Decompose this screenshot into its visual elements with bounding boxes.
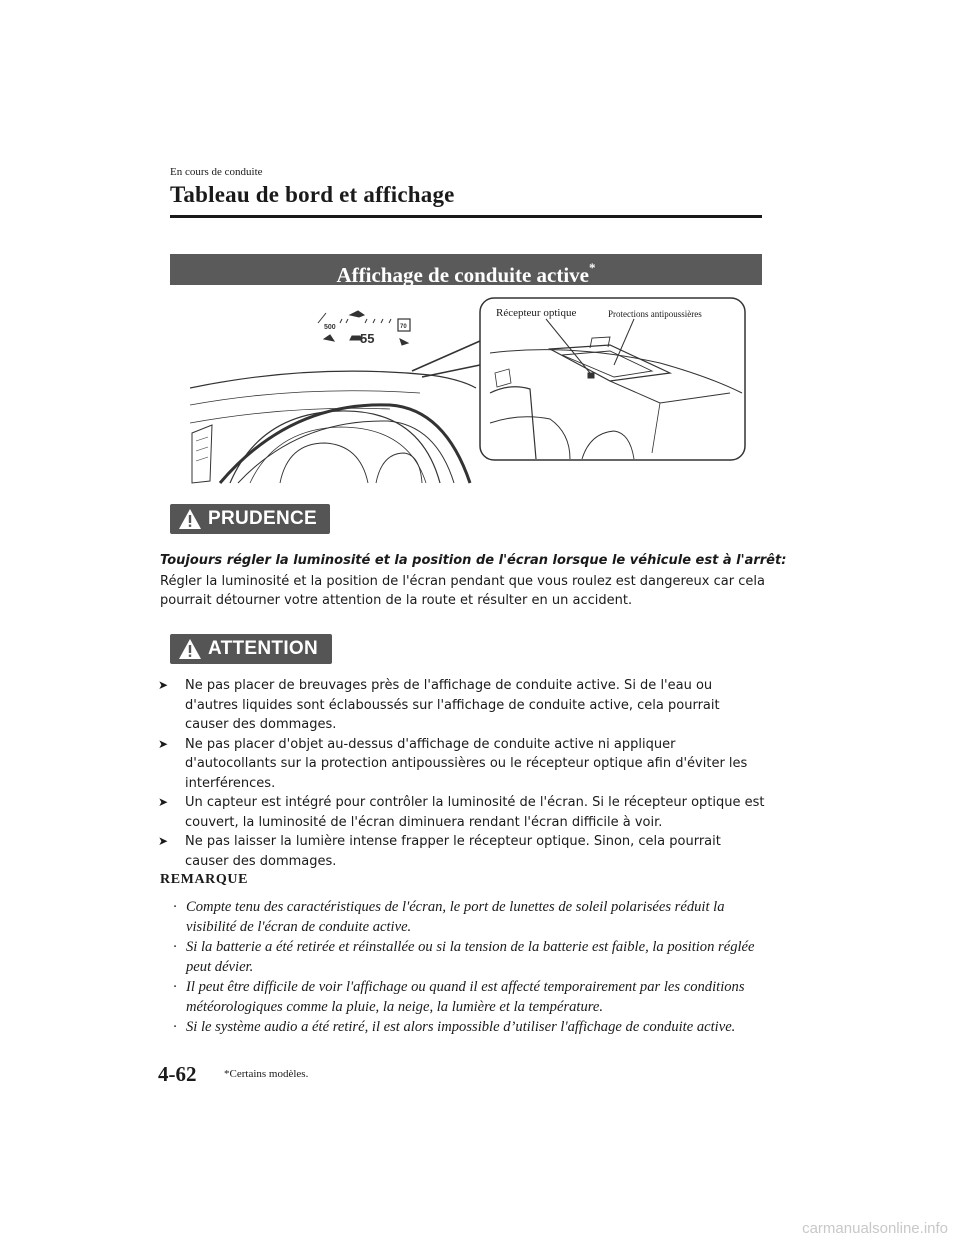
arrow-bullet-icon: ➤ [158,736,169,751]
label-optical-receiver: Récepteur optique [496,307,577,319]
attention-label: ATTENTION [208,638,319,659]
banner-title: Affichage de conduite active [336,263,590,287]
list-item [158,735,766,794]
attention-item-text: Ne pas placer de breuvages près de l'affichage de conduite active. Si de l'eau ou d'autres liquides sont éclaboussés sur l'affichage de conduite active, cela pourrait causer des dommages. [185,678,720,732]
warning-triangle-icon [178,508,202,530]
remarque-item-text: Il peut être difficile de voir l'affichage ou quand il est affecté temporairement par les conditions météorologiques comme la pluie, la neige, la lumière et la température. [186,979,745,1015]
caution-label: PRUDENCE [208,508,318,529]
list-item [158,676,766,735]
remarque-heading: REMARQUE [160,872,249,887]
section-banner [170,254,762,285]
arrow-bullet-icon: ➤ [158,678,169,692]
dot-bullet-icon: · [173,979,177,995]
page-number: 4-62 [158,1062,197,1086]
warning-triangle-icon [178,638,202,660]
dot-bullet-icon: · [173,939,177,955]
attention-item-text: Ne pas placer d'objet au-dessus d'affichage de conduite active ni appliquer d'autocollants sur la protection antipoussières ou le récepteur optique afin d'éviter les interférences. [185,736,748,791]
label-dust-covers: Protections antipoussières [608,309,702,319]
attention-item-text: Un capteur est intégré pour contrôler la luminosité de l'écran. Si le récepteur optique est couvert, la luminosité de l'écran diminuera rendant l'écran difficile à voir. [185,795,765,830]
list-item [170,897,770,937]
list-item [170,1017,770,1037]
caution-badge [170,504,330,534]
hud-speed-text: 55 [360,331,375,346]
list-item [170,937,770,977]
caution-body: Régler la luminosité et la position de l'écran pendant que vous roulez est dangereux car cela pourrait détourner votre attention de la route et résulter en un accident. [160,574,765,608]
arrow-bullet-icon: ➤ [158,834,169,848]
footnote: *Certains modèles. [224,1068,309,1080]
remarque-list [170,897,770,1037]
watermark: carmanualsonline.info [802,1220,948,1237]
chapter-title: Tableau de bord et affichage [170,182,455,207]
remarque-item-text: Si le système audio a été retiré, il est alors impossible d’utiliser l'affichage de conduite active. [186,1019,736,1035]
attention-item-text: Ne pas laisser la lumière intense frapper le récepteur optique. Sinon, cela pourrait causer des dommages. [185,834,721,869]
attention-badge [170,634,332,664]
dot-bullet-icon: · [173,1019,177,1035]
section-label: En cours de conduite [170,166,263,178]
list-item [158,832,766,871]
header-rule [170,215,762,218]
attention-list [158,676,766,871]
detail-inset [480,298,745,460]
hud-distance-text: 500 [324,324,336,331]
list-item [170,977,770,1017]
remarque-item-text: Compte tenu des caractéristiques de l'écran, le port de lunettes de soleil polarisées réduit la visibilité de l'écran de conduite active. [186,899,725,935]
dot-bullet-icon: · [173,899,177,915]
banner-asterisk: * [589,260,596,275]
list-item [158,793,766,832]
dashboard-illustration [190,293,750,488]
hud-limit-text: 70 [400,324,407,330]
caution-heading: Toujours régler la luminosité et la position de l'écran lorsque le véhicule est à l'arrêt: [160,553,787,568]
remarque-item-text: Si la batterie a été retirée et réinstallée ou si la tension de la batterie est faible, la position réglée peut dévier. [186,939,755,975]
arrow-bullet-icon: ➤ [158,795,169,809]
